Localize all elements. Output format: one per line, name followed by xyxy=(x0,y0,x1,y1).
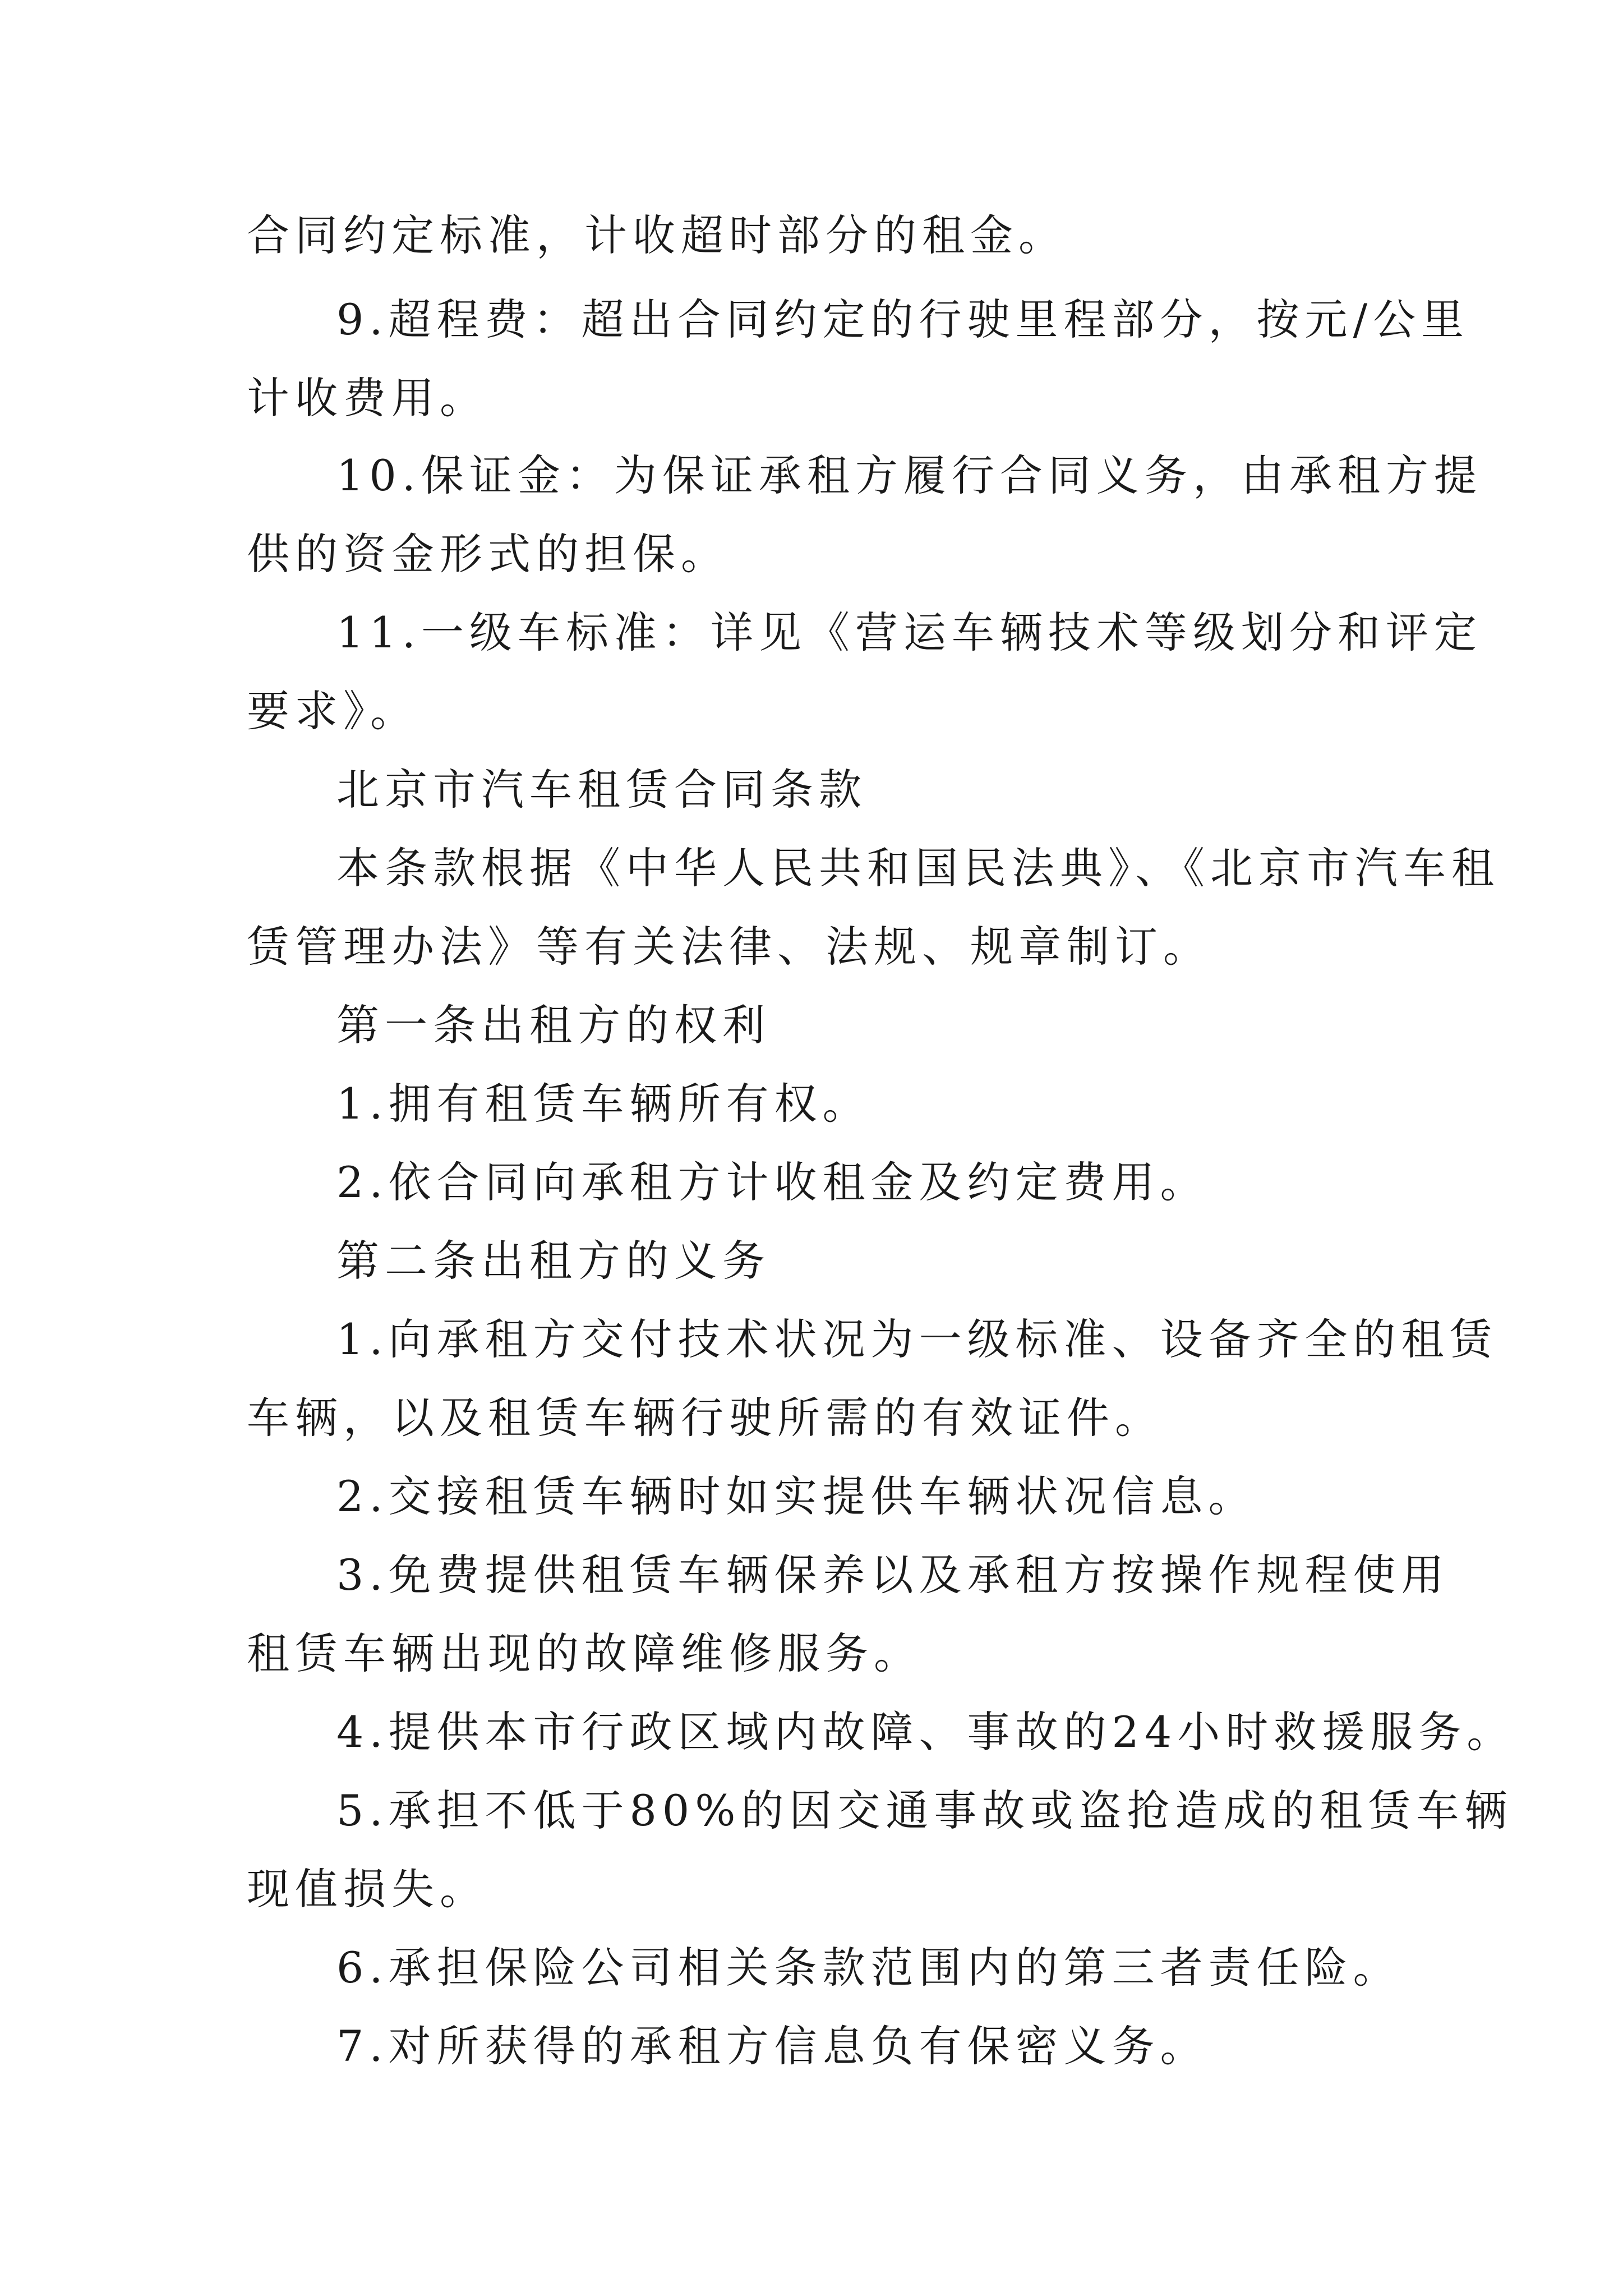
text-line: 计收费用。 xyxy=(247,373,488,423)
article-heading: 第二条出租方的义务 xyxy=(336,1236,771,1286)
text-line: 7.对所获得的承租方信息负有保密义务。 xyxy=(336,2021,1209,2071)
text-line: 合同约定标准，计收超时部分的租金。 xyxy=(247,210,1067,260)
text-line: 现值损失。 xyxy=(247,1864,488,1914)
text-line: 赁管理办法》等有关法律、法规、规章制订。 xyxy=(247,922,1211,972)
text-line: 3.免费提供租赁车辆保养以及承租方按操作规程使用 xyxy=(336,1550,1450,1600)
text-line: 4.提供本市行政区域内故障、事故的24小时救援服务。 xyxy=(336,1707,1515,1757)
text-line: 1.拥有租赁车辆所有权。 xyxy=(336,1079,871,1129)
text-line: 本条款根据《中华人民共和国民法典》、《北京市汽车租 xyxy=(336,843,1500,893)
section-heading: 北京市汽车租赁合同条款 xyxy=(336,765,867,815)
text-line: 2.依合同向承租方计收租金及约定费用。 xyxy=(336,1157,1209,1207)
text-line: 2.交接租赁车辆时如实提供车辆状况信息。 xyxy=(336,1471,1257,1521)
text-line: 供的资金形式的担保。 xyxy=(247,529,729,579)
text-line: 车辆，以及租赁车辆行驶所需的有效证件。 xyxy=(247,1393,1163,1443)
article-heading: 第一条出租方的权利 xyxy=(336,1000,771,1050)
text-line: 10.保证金：为保证承租方履行合同义务，由承租方提 xyxy=(336,450,1482,500)
text-line: 1.向承租方交付技术状况为一级标准、设备齐全的租赁 xyxy=(336,1314,1498,1364)
text-line: 要求》。 xyxy=(247,686,418,736)
text-line: 9.超程费：超出合同约定的行驶里程部分，按元/公里 xyxy=(336,295,1470,344)
text-line: 11.一级车标准：详见《营运车辆技术等级划分和评定 xyxy=(336,608,1482,657)
text-line: 5.承担不低于80%的因交通事故或盗抢造成的租赁车辆 xyxy=(336,1786,1513,1835)
text-line: 租赁车辆出现的故障维修服务。 xyxy=(247,1628,922,1678)
text-line: 6.承担保险公司相关条款范围内的第三者责任险。 xyxy=(336,1943,1401,1993)
